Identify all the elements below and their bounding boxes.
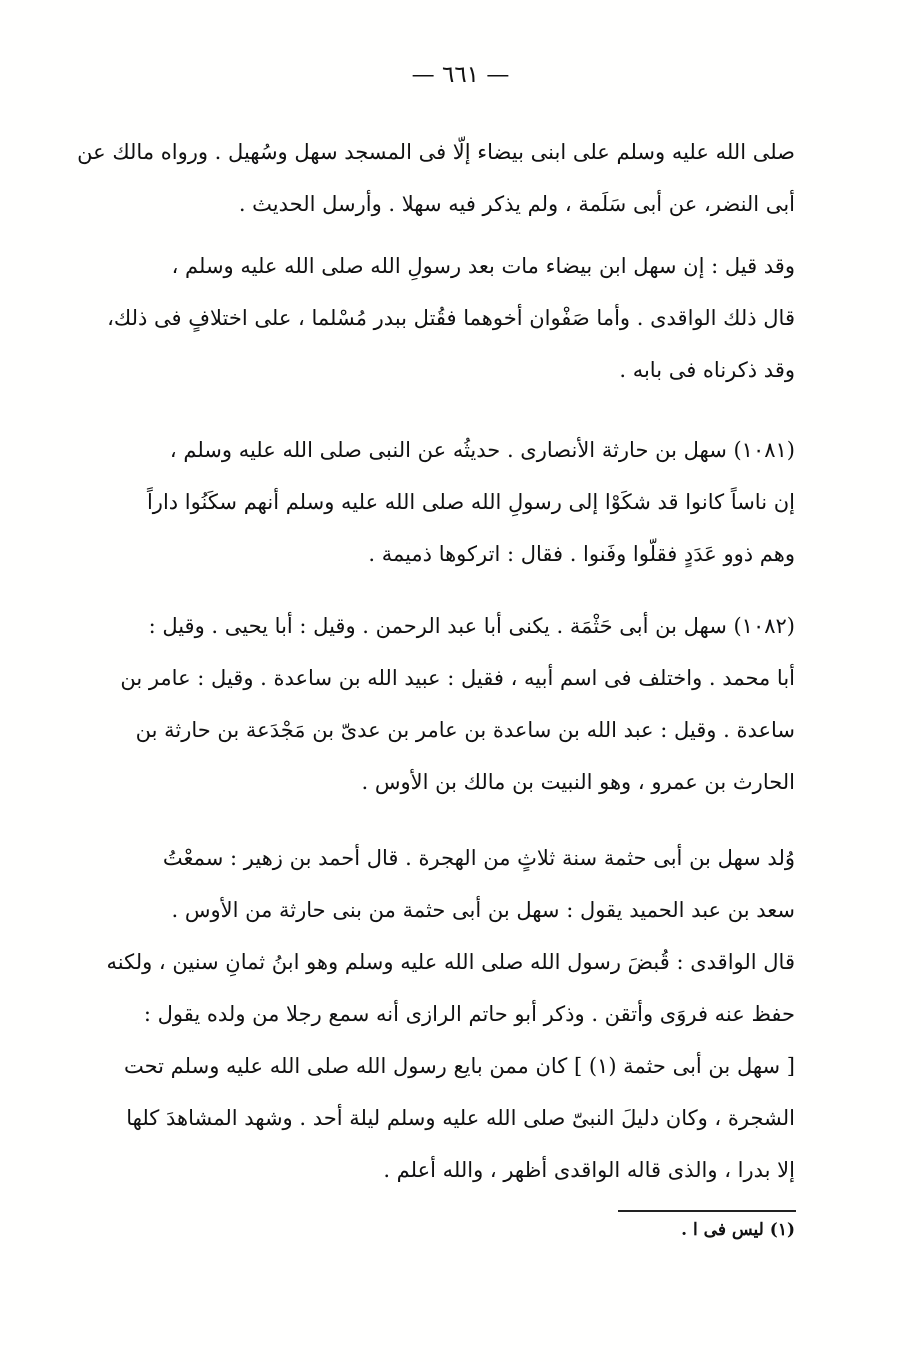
text-line: أبا محمد . واختلف فى اسم أبيه ، فقيل : عبيد الله بن ساعدة . وقيل : عامر بن <box>120 666 795 690</box>
text-line: وُلد سهل بن أبى حثمة سنة ثلاثٍ من الهجرة . قال أحمد بن زهير : سمعْتُ <box>162 846 795 870</box>
text-line: سعد بن عبد الحميد يقول : سهل بن أبى حثمة من بنى حارثة من الأوس . <box>171 898 795 922</box>
entry-1082 <box>120 600 795 808</box>
page-number: — ٦٦١ — <box>411 62 510 88</box>
text-line: [ سهل بن أبى حثمة (١) ] كان ممن بايع رسول الله صلى الله عليه وسلم تحت <box>123 1054 795 1078</box>
text-line: ساعدة . وقيل : عبد الله بن ساعدة بن عامر بن عدىّ بن مَجْدَعة بن حارثة بن <box>135 718 795 742</box>
text-line: وهم ذوو عَدَدٍ فقلّوا وفَنوا . فقال : اتركوها ذميمة . <box>368 542 795 566</box>
text-line: (١٠٨٢) سهل بن أبى حَثْمَة . يكنى أبا عبد الرحمن . وقيل : أبا يحيى . وقيل : <box>148 614 795 638</box>
entry-1081 <box>146 424 795 580</box>
text-line: قال ذلك الواقدى . وأما صَفْوان أخوهما فقُتل ببدر مُسْلما ، على اختلافٍ فى ذلك، <box>107 306 795 330</box>
footnote: (١) ليس فى ا . <box>681 1220 795 1240</box>
text-line: الشجرة ، وكان دليلَ النبىّ صلى الله عليه وسلم ليلة أحد . وشهد المشاهدَ كلها <box>126 1106 795 1130</box>
text-line: إلا بدرا ، والذى قاله الواقدى أظهر ، والله أعلم . <box>383 1158 795 1182</box>
text-line: وقد ذكرناه فى بابه . <box>619 358 795 382</box>
text-line: صلى الله عليه وسلم على ابنى بيضاء إلّا فى المسجد سهل وسُهيل . ورواه مالك عن <box>77 140 795 164</box>
text-line: الحارث بن عمرو ، وهو النبيت بن مالك بن الأوس . <box>361 770 795 794</box>
text-line: (١٠٨١) سهل بن حارثة الأنصارى . حديثُه عن النبى صلى الله عليه وسلم ، <box>169 438 795 462</box>
text-line: أبى النضر، عن أبى سَلَمة ، ولم يذكر فيه سهلا . وأرسل الحديث . <box>238 192 795 216</box>
paragraph-2 <box>107 240 795 396</box>
footnote-divider <box>618 1210 796 1212</box>
text-line: وقد قيل : إن سهل ابن بيضاء مات بعد رسولِ الله صلى الله عليه وسلم ، <box>171 254 795 278</box>
paragraph-5 <box>106 832 795 1196</box>
text-line: إن ناساً كانوا قد شكَوْا إلى رسولِ الله صلى الله عليه وسلم أنهم سكَنُوا داراً <box>146 490 795 514</box>
paragraph-1 <box>77 126 795 230</box>
text-line: قال الواقدى : قُبضَ رسول الله صلى الله عليه وسلم وهو ابنُ ثمانِ سنين ، ولكنه <box>106 950 795 974</box>
text-line: حفظ عنه فروَى وأتقن . وذكر أبو حاتم الرازى أنه سمع رجلا من ولده يقول : <box>143 1002 795 1026</box>
